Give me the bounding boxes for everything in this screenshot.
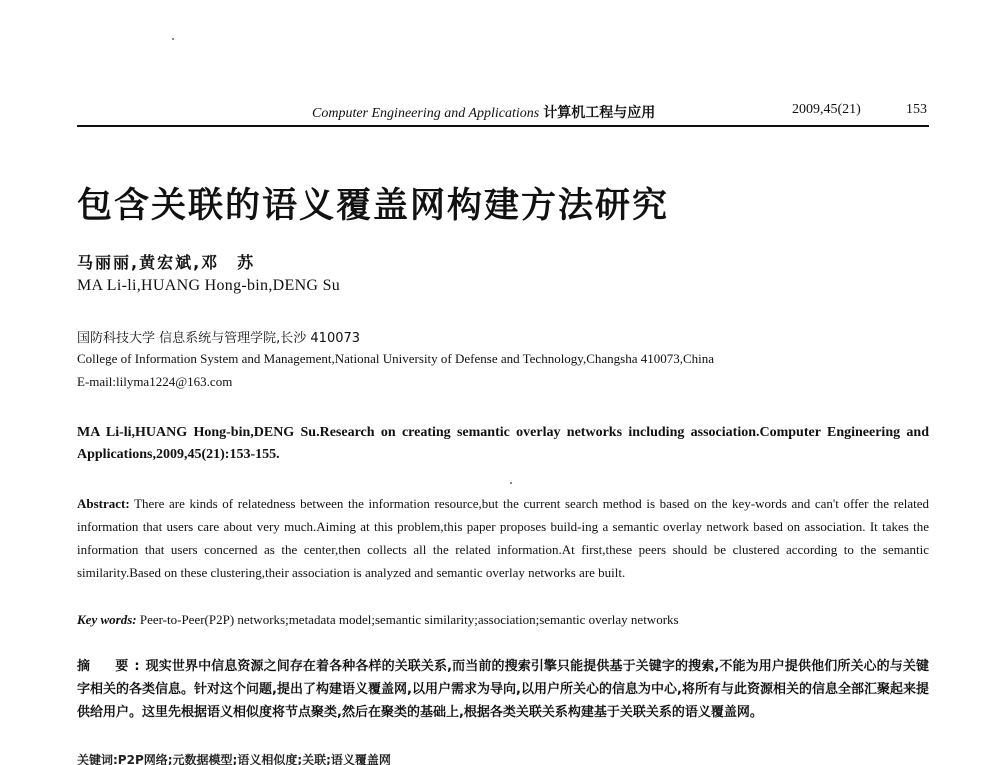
affiliation-en: College of Information System and Management,National University of Defense and Technology,Changsha 410073,China [77,351,715,366]
abstract-en [77,492,929,584]
paper-title: 包含关联的语义覆盖网构建方法研究 [77,185,670,226]
abstract-cn-label: 摘 要: [77,659,146,674]
affiliation-cn: 国防科技大学 信息系统与管理学院,长沙 410073 [77,331,361,346]
author-email: E-mail:lilyma1224@163.com [77,374,233,389]
citation: MA Li-li,HUANG Hong-bin,DENG Su.Research on creating semantic overlay networks including association.Computer Engineering and Applications,2009,45(21):153-155. [77,425,929,462]
abstract-cn [77,655,929,724]
authors-cn: 马丽丽,黄宏斌,邓 苏 [77,253,256,272]
journal-name-cn: 计算机工程与应用 [543,106,656,121]
keywords-cn-cutoff: 关键词:P2P网络;元数据模型;语义相似度;关联;语义覆盖网 [77,753,391,765]
abstract-label: Abstract: [77,496,130,511]
scan-speck [172,38,174,40]
journal-name-en: Computer Engineering and Applications [312,106,540,121]
header-rule [77,125,929,127]
scan-speck [510,482,512,484]
abstract-cn-text: 现实世界中信息资源之间存在着各种各样的关联关系,而当前的搜索引擎只能提供基于关键字的搜索,不能为用户提供他们所关心的与关键字相关的各类信息。针对这个问题,提出了构建语义覆盖网,以用户需求为导向,以用户所关心的信息为中心,将所有与此资源相关的信息全部汇聚起来提供给用户。这里先根据语义相似度将节点聚类,然后在聚类的基础上,根据各类关联关系构建基于关联关系的语义覆盖网。 [77,659,929,720]
keywords-label: Key words: [77,612,137,627]
authors-en: MA Li-li,HUANG Hong-bin,DENG Su [77,277,341,294]
issue-number: 2009,45(21) [792,102,861,117]
abstract-text: There are kinds of relatedness between the information resource,but the current search method is based on the key-words and can't offer the related information that users care about very much.Aiming at this problem,this paper proposes build-ing a semantic overlay network based on association. It takes the information that users concerned as the center,then collects all the related information.At first,these peers should be clustered according to the semantic similarity.Based on these clustering,their association is analyzed and semantic overlay networks are built. [77,496,929,580]
keywords-en [77,609,929,631]
running-header-journal [312,102,655,122]
running-header [77,100,929,122]
page-number: 153 [906,102,927,117]
keywords-text: Peer-to-Peer(P2P) networks;metadata model;semantic similarity;association;semantic overlay networks [136,612,679,627]
